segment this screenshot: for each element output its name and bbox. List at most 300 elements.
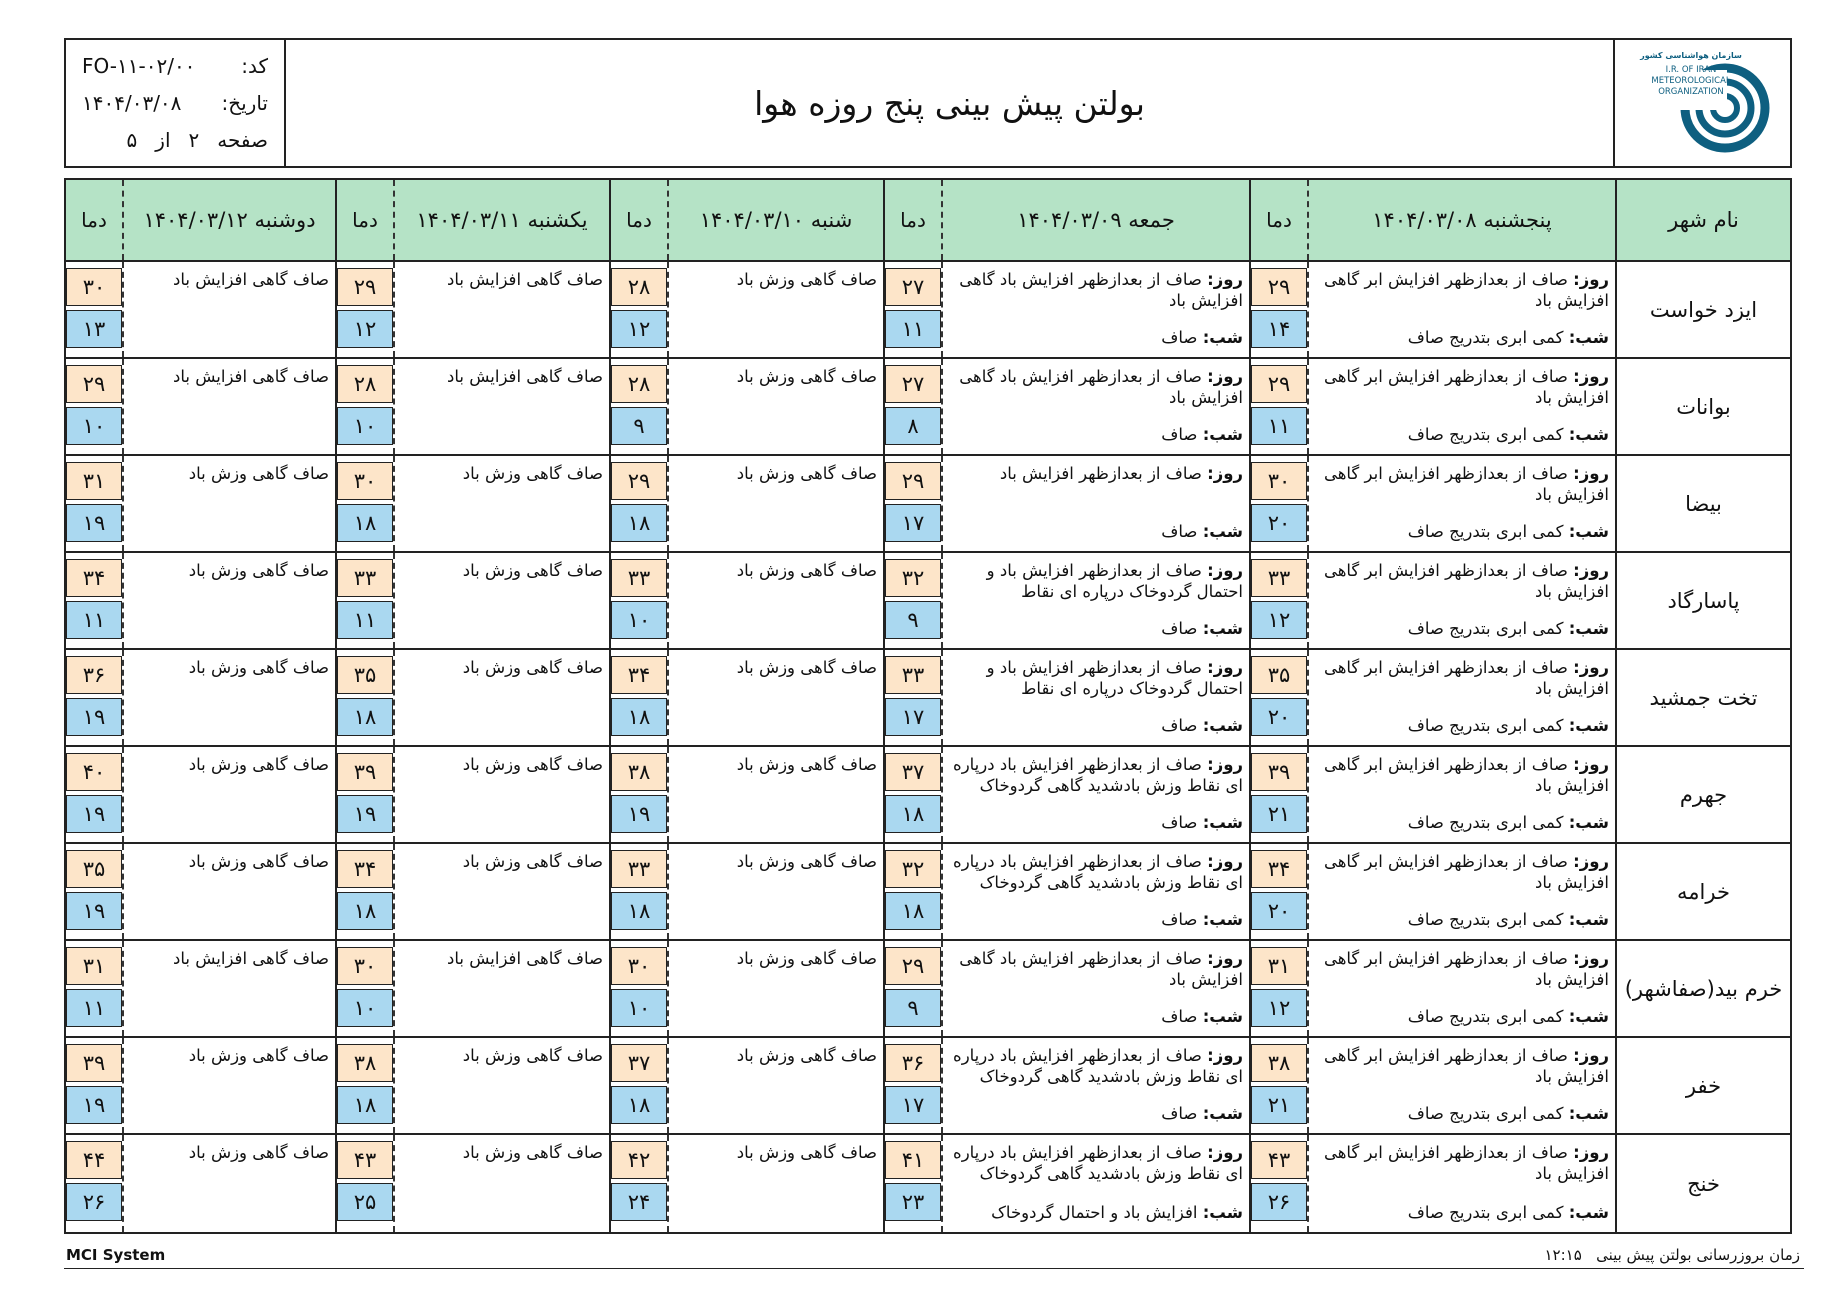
max-temp: ۲۹	[1251, 365, 1307, 403]
forecast-day-4	[335, 941, 609, 1036]
day-text: صاف از بعدازظهر افزایش ابر گاهی افزایش باد	[1323, 949, 1609, 989]
forecast-text: صاف گاهی وزش باد	[736, 852, 877, 871]
forecast-text: صاف گاهی وزش باد	[462, 658, 603, 677]
day-text: صاف از بعدازظهر افزایش ابر گاهی افزایش باد	[1323, 755, 1609, 795]
temperature-cell	[337, 941, 393, 1036]
day-header-1	[1249, 180, 1615, 260]
forecast-day-2	[883, 262, 1249, 357]
night-text: کمی ابری بتدریج صاف	[1407, 619, 1564, 638]
temperature-cell	[611, 844, 667, 939]
temperature-cell	[885, 747, 941, 842]
city-name: خرامه	[1615, 844, 1790, 939]
forecast-text: صاف گاهی وزش باد	[462, 1143, 603, 1162]
meteorological-organization-logo	[1615, 40, 1790, 166]
day-label: روز:	[1573, 852, 1609, 871]
night-label: شب:	[1568, 425, 1609, 444]
forecast-description	[941, 456, 1249, 551]
forecast-description	[122, 747, 335, 842]
forecast-day-4	[335, 359, 609, 454]
table-row	[66, 650, 1790, 747]
forecast-day-4	[335, 553, 609, 648]
night-text: کمی ابری بتدریج صاف	[1407, 522, 1564, 541]
temp-header: دما	[626, 208, 652, 232]
temperature-cell	[337, 553, 393, 648]
temperature-cell	[611, 747, 667, 842]
forecast-text: صاف گاهی وزش باد	[462, 1046, 603, 1065]
forecast-day-1	[1249, 844, 1615, 939]
table-row	[66, 1135, 1790, 1232]
forecast-description	[667, 941, 883, 1036]
temperature-cell	[337, 747, 393, 842]
min-temp: ۱۲	[337, 310, 393, 348]
forecast-day-4	[335, 747, 609, 842]
forecast-description	[667, 359, 883, 454]
forecast-description	[667, 456, 883, 551]
forecast-text: صاف گاهی افزایش باد	[173, 367, 329, 386]
max-temp: ۳۰	[66, 268, 122, 306]
temperature-cell	[885, 1135, 941, 1232]
forecast-description	[1307, 941, 1615, 1036]
forecast-description	[1307, 1038, 1615, 1133]
forecast-description	[1307, 844, 1615, 939]
forecast-description	[122, 456, 335, 551]
night-forecast	[1161, 618, 1243, 639]
forecast-day-2	[883, 844, 1249, 939]
min-temp: ۱۰	[611, 601, 667, 639]
min-temp: ۱۹	[66, 1086, 122, 1124]
forecast-text: صاف گاهی وزش باد	[736, 367, 877, 386]
min-temp: ۱۸	[611, 892, 667, 930]
code-label: کد:	[241, 54, 268, 78]
max-temp: ۳۶	[66, 656, 122, 694]
temp-header: دما	[352, 208, 378, 232]
max-temp: ۳۳	[337, 559, 393, 597]
min-temp: ۱۱	[337, 601, 393, 639]
day-title: پنجشنبه ۱۴۰۴/۰۳/۰۸	[1307, 180, 1615, 260]
temperature-cell	[1251, 844, 1307, 939]
max-temp: ۳۶	[885, 1044, 941, 1082]
night-forecast	[1161, 1103, 1243, 1124]
day-header-2	[883, 180, 1249, 260]
min-temp: ۱۱	[66, 989, 122, 1027]
forecast-day-3	[609, 650, 883, 745]
night-forecast	[1161, 521, 1243, 542]
max-temp: ۳۹	[66, 1044, 122, 1082]
night-forecast	[1161, 1006, 1243, 1027]
forecast-day-5	[66, 747, 335, 842]
page-title: بولتن پیش بینی پنج روزه هوا	[754, 83, 1145, 123]
temp-header: دما	[1266, 208, 1292, 232]
day-forecast	[1315, 1142, 1609, 1184]
day-label: روز:	[1573, 270, 1609, 289]
forecast-description	[941, 844, 1249, 939]
day-text: صاف از بعدازظهر افزایش باد و احتمال گردوخاک درپاره ای نقاط	[986, 658, 1243, 698]
day-label: روز:	[1573, 949, 1609, 968]
document-meta	[66, 40, 286, 166]
forecast-text: صاف گاهی وزش باد	[188, 658, 329, 677]
day-forecast	[1315, 560, 1609, 602]
night-text: کمی ابری بتدریج صاف	[1407, 1007, 1564, 1026]
forecast-description	[667, 844, 883, 939]
min-temp: ۱۰	[337, 407, 393, 445]
temperature-cell	[66, 359, 122, 454]
forecast-description	[393, 359, 609, 454]
temperature-cell	[66, 844, 122, 939]
forecast-day-5	[66, 456, 335, 551]
night-forecast	[1408, 715, 1609, 736]
night-forecast	[1408, 909, 1609, 930]
night-text: کمی ابری بتدریج صاف	[1407, 425, 1564, 444]
max-temp: ۲۹	[885, 462, 941, 500]
city-name: تخت جمشید	[1615, 650, 1790, 745]
max-temp: ۳۴	[337, 850, 393, 888]
temperature-cell	[1251, 262, 1307, 357]
temperature-cell	[885, 359, 941, 454]
temperature-cell	[66, 747, 122, 842]
day-label: روز:	[1573, 464, 1609, 483]
forecast-text: صاف گاهی افزایش باد	[173, 270, 329, 289]
city-name: ایزد خواست	[1615, 262, 1790, 357]
min-temp: ۱۱	[66, 601, 122, 639]
forecast-description	[1307, 359, 1615, 454]
forecast-description	[941, 1038, 1249, 1133]
temperature-cell	[66, 1135, 122, 1232]
max-temp: ۲۹	[885, 947, 941, 985]
min-temp: ۱۸	[885, 795, 941, 833]
forecast-description	[122, 262, 335, 357]
temperature-cell	[66, 262, 122, 357]
day-forecast	[1315, 657, 1609, 699]
forecast-description	[122, 553, 335, 648]
night-label: شب:	[1202, 425, 1243, 444]
logo-text-en-3: ORGANIZATION	[1658, 87, 1724, 97]
day-label: روز:	[1573, 755, 1609, 774]
max-temp: ۲۷	[885, 365, 941, 403]
day-forecast	[1315, 1045, 1609, 1087]
logo-text-en-2: METEOROLOGICAL	[1651, 76, 1731, 86]
forecast-description	[393, 553, 609, 648]
max-temp: ۳۵	[337, 656, 393, 694]
day-label: روز:	[1573, 561, 1609, 580]
night-forecast	[1408, 1202, 1609, 1223]
forecast-description	[941, 1135, 1249, 1232]
night-forecast	[991, 1202, 1243, 1223]
code-value: FO-۱۱-۰۲/۰۰	[82, 54, 196, 78]
forecast-description	[941, 262, 1249, 357]
max-temp: ۳۷	[611, 1044, 667, 1082]
forecast-description	[393, 941, 609, 1036]
night-forecast	[1408, 521, 1609, 542]
min-temp: ۲۰	[1251, 892, 1307, 930]
forecast-day-1	[1249, 262, 1615, 357]
min-temp: ۲۰	[1251, 504, 1307, 542]
night-label: شب:	[1202, 910, 1243, 929]
max-temp: ۳۱	[1251, 947, 1307, 985]
day-forecast	[1315, 463, 1609, 505]
page-label: صفحه	[217, 128, 268, 152]
forecast-day-5	[66, 1038, 335, 1133]
max-temp: ۲۹	[66, 365, 122, 403]
day-text: صاف از بعدازظهر افزایش ابر گاهی افزایش باد	[1323, 270, 1609, 310]
day-header-5	[66, 180, 335, 260]
night-label: شب:	[1568, 716, 1609, 735]
forecast-description	[667, 262, 883, 357]
day-text: صاف از بعدازظهر افزایش باد و احتمال گردوخاک درپاره ای نقاط	[986, 561, 1243, 601]
forecast-text: صاف گاهی افزایش باد	[173, 949, 329, 968]
temperature-cell	[885, 844, 941, 939]
temperature-cell	[611, 1135, 667, 1232]
day-label: روز:	[1573, 367, 1609, 386]
date-value: ۱۴۰۴/۰۳/۰۸	[82, 91, 182, 115]
night-text: کمی ابری بتدریج صاف	[1407, 813, 1564, 832]
day-forecast	[949, 366, 1243, 408]
night-text: صاف	[1161, 1104, 1198, 1123]
night-forecast	[1408, 618, 1609, 639]
day-text: صاف از بعدازظهر افزایش ابر گاهی افزایش باد	[1323, 1046, 1609, 1086]
min-temp: ۱۰	[611, 989, 667, 1027]
min-temp: ۲۶	[66, 1183, 122, 1221]
temperature-cell	[1251, 1135, 1307, 1232]
night-label: شب:	[1568, 328, 1609, 347]
night-text: کمی ابری بتدریج صاف	[1407, 1104, 1564, 1123]
forecast-description	[1307, 456, 1615, 551]
forecast-text: صاف گاهی وزش باد	[462, 755, 603, 774]
temperature-cell	[611, 262, 667, 357]
day-title: دوشنبه ۱۴۰۴/۰۳/۱۲	[122, 180, 335, 260]
min-temp: ۱۹	[66, 892, 122, 930]
temperature-cell	[337, 359, 393, 454]
forecast-text: صاف گاهی وزش باد	[736, 464, 877, 483]
forecast-day-3	[609, 553, 883, 648]
footer-update-time	[1544, 1246, 1800, 1264]
forecast-day-2	[883, 456, 1249, 551]
temperature-cell	[1251, 1038, 1307, 1133]
city-name: خفر	[1615, 1038, 1790, 1133]
night-label: شب:	[1202, 1007, 1243, 1026]
page-of: از	[155, 128, 171, 152]
forecast-day-4	[335, 650, 609, 745]
forecast-day-2	[883, 650, 1249, 745]
day-text: صاف از بعدازظهر افزایش باد گاهی افزایش باد	[959, 367, 1243, 407]
min-temp: ۱۸	[337, 1086, 393, 1124]
forecast-text: صاف گاهی وزش باد	[736, 270, 877, 289]
day-title: جمعه ۱۴۰۴/۰۳/۰۹	[941, 180, 1249, 260]
max-temp: ۳۸	[1251, 1044, 1307, 1082]
forecast-day-4	[335, 1135, 609, 1232]
temperature-cell	[1251, 359, 1307, 454]
table-row	[66, 262, 1790, 359]
forecast-day-5	[66, 553, 335, 648]
forecast-description	[393, 650, 609, 745]
table-row	[66, 553, 1790, 650]
max-temp: ۲۷	[885, 268, 941, 306]
min-temp: ۱۰	[66, 407, 122, 445]
night-forecast	[1161, 327, 1243, 348]
night-forecast	[1161, 424, 1243, 445]
day-label: روز:	[1207, 464, 1243, 483]
forecast-day-4	[335, 844, 609, 939]
night-text: صاف	[1161, 716, 1198, 735]
table-row	[66, 456, 1790, 553]
forecast-text: صاف گاهی وزش باد	[736, 561, 877, 580]
forecast-day-1	[1249, 553, 1615, 648]
forecast-day-3	[609, 456, 883, 551]
page-total: ۵	[126, 128, 138, 152]
min-temp: ۱۲	[1251, 601, 1307, 639]
forecast-description	[941, 650, 1249, 745]
date-label: تاریخ:	[221, 91, 268, 115]
max-temp: ۳۳	[885, 656, 941, 694]
forecast-day-4	[335, 456, 609, 551]
min-temp: ۱۳	[66, 310, 122, 348]
min-temp: ۱۸	[611, 1086, 667, 1124]
max-temp: ۴۳	[1251, 1141, 1307, 1179]
forecast-description	[393, 456, 609, 551]
forecast-day-1	[1249, 1038, 1615, 1133]
max-temp: ۲۹	[1251, 268, 1307, 306]
max-temp: ۳۸	[611, 753, 667, 791]
day-text: صاف از بعدازظهر افزایش ابر گاهی افزایش باد	[1323, 464, 1609, 504]
temperature-cell	[885, 456, 941, 551]
max-temp: ۳۵	[66, 850, 122, 888]
city-name: خنج	[1615, 1135, 1790, 1232]
temperature-cell	[885, 941, 941, 1036]
update-label: زمان بروزرسانی بولتن پیش بینی	[1596, 1246, 1800, 1264]
city-name: بوانات	[1615, 359, 1790, 454]
max-temp: ۴۴	[66, 1141, 122, 1179]
night-text: صاف	[1161, 425, 1198, 444]
min-temp: ۱۷	[885, 1086, 941, 1124]
bulletin-header	[64, 38, 1792, 168]
forecast-text: صاف گاهی وزش باد	[188, 852, 329, 871]
forecast-text: صاف گاهی وزش باد	[462, 464, 603, 483]
day-label: روز:	[1207, 561, 1243, 580]
day-header-4	[335, 180, 609, 260]
footer-divider	[64, 1268, 1804, 1269]
forecast-day-3	[609, 844, 883, 939]
min-temp: ۹	[885, 989, 941, 1027]
min-temp: ۱۸	[337, 504, 393, 542]
temperature-cell	[611, 941, 667, 1036]
temperature-cell	[611, 456, 667, 551]
table-row	[66, 844, 1790, 941]
day-text: صاف از بعدازظهر افزایش باد گاهی افزایش باد	[959, 949, 1243, 989]
day-forecast	[1315, 269, 1609, 311]
day-text: صاف از بعدازظهر افزایش ابر گاهی افزایش باد	[1323, 852, 1609, 892]
temperature-cell	[337, 1038, 393, 1133]
temperature-cell	[611, 1038, 667, 1133]
min-temp: ۱۸	[611, 504, 667, 542]
temperature-cell	[1251, 650, 1307, 745]
max-temp: ۳۳	[611, 559, 667, 597]
night-label: شب:	[1202, 522, 1243, 541]
forecast-day-1	[1249, 1135, 1615, 1232]
forecast-description	[941, 553, 1249, 648]
max-temp: ۳۳	[1251, 559, 1307, 597]
day-text: صاف از بعدازظهر افزایش باد	[999, 464, 1202, 483]
max-temp: ۳۰	[611, 947, 667, 985]
max-temp: ۳۹	[1251, 753, 1307, 791]
day-text: صاف از بعدازظهر افزایش باد درپاره ای نقاط وزش بادشدید گاهی گردوخاک	[953, 1046, 1243, 1086]
footer-system-name: MCI System	[66, 1246, 166, 1264]
day-label: روز:	[1207, 852, 1243, 871]
temperature-cell	[337, 1135, 393, 1232]
forecast-day-3	[609, 747, 883, 842]
day-text: صاف از بعدازظهر افزایش باد درپاره ای نقاط وزش بادشدید گاهی گردوخاک	[953, 755, 1243, 795]
forecast-description	[393, 1038, 609, 1133]
min-temp: ۱۸	[337, 892, 393, 930]
forecast-text: صاف گاهی وزش باد	[188, 1143, 329, 1162]
forecast-day-4	[335, 1038, 609, 1133]
night-text: کمی ابری بتدریج صاف	[1407, 716, 1564, 735]
day-text: صاف از بعدازظهر افزایش ابر گاهی افزایش باد	[1323, 1143, 1609, 1183]
night-forecast	[1408, 1103, 1609, 1124]
max-temp: ۴۳	[337, 1141, 393, 1179]
forecast-table	[64, 178, 1792, 1234]
day-label: روز:	[1573, 1143, 1609, 1162]
table-header-row	[66, 180, 1790, 262]
forecast-day-5	[66, 844, 335, 939]
night-text: کمی ابری بتدریج صاف	[1407, 1203, 1564, 1222]
forecast-day-3	[609, 359, 883, 454]
temp-header: دما	[81, 208, 107, 232]
forecast-description	[393, 747, 609, 842]
max-temp: ۳۲	[885, 559, 941, 597]
forecast-description	[1307, 747, 1615, 842]
max-temp: ۳۳	[611, 850, 667, 888]
forecast-text: صاف گاهی افزایش باد	[447, 270, 603, 289]
min-temp: ۲۰	[1251, 698, 1307, 736]
night-label: شب:	[1568, 619, 1609, 638]
night-label: شب:	[1202, 1203, 1243, 1222]
max-temp: ۳۴	[66, 559, 122, 597]
forecast-text: صاف گاهی وزش باد	[188, 755, 329, 774]
forecast-text: صاف گاهی افزایش باد	[447, 949, 603, 968]
temperature-cell	[66, 650, 122, 745]
temperature-cell	[66, 941, 122, 1036]
forecast-description	[393, 844, 609, 939]
night-text: کمی ابری بتدریج صاف	[1407, 328, 1564, 347]
max-temp: ۳۰	[337, 462, 393, 500]
night-text: صاف	[1161, 522, 1198, 541]
day-text: صاف از بعدازظهر افزایش باد گاهی افزایش باد	[959, 270, 1243, 310]
forecast-day-5	[66, 650, 335, 745]
min-temp: ۲۱	[1251, 1086, 1307, 1124]
min-temp: ۹	[611, 407, 667, 445]
forecast-day-5	[66, 1135, 335, 1232]
max-temp: ۳۵	[1251, 656, 1307, 694]
forecast-day-2	[883, 1135, 1249, 1232]
temperature-cell	[1251, 941, 1307, 1036]
day-label: روز:	[1573, 658, 1609, 677]
temperature-cell	[1251, 553, 1307, 648]
temperature-cell	[1251, 456, 1307, 551]
night-label: شب:	[1202, 328, 1243, 347]
min-temp: ۱۹	[66, 795, 122, 833]
logo-text-fa: سازمان هواشناسی کشور	[1640, 51, 1742, 60]
forecast-description	[122, 650, 335, 745]
city-name: پاسارگاد	[1615, 553, 1790, 648]
forecast-day-4	[335, 262, 609, 357]
night-forecast	[1408, 424, 1609, 445]
min-temp: ۱۸	[337, 698, 393, 736]
max-temp: ۴۱	[885, 1141, 941, 1179]
min-temp: ۱۹	[66, 698, 122, 736]
temperature-cell	[1251, 747, 1307, 842]
night-text: صاف	[1161, 910, 1198, 929]
temperature-cell	[611, 359, 667, 454]
forecast-day-1	[1249, 650, 1615, 745]
